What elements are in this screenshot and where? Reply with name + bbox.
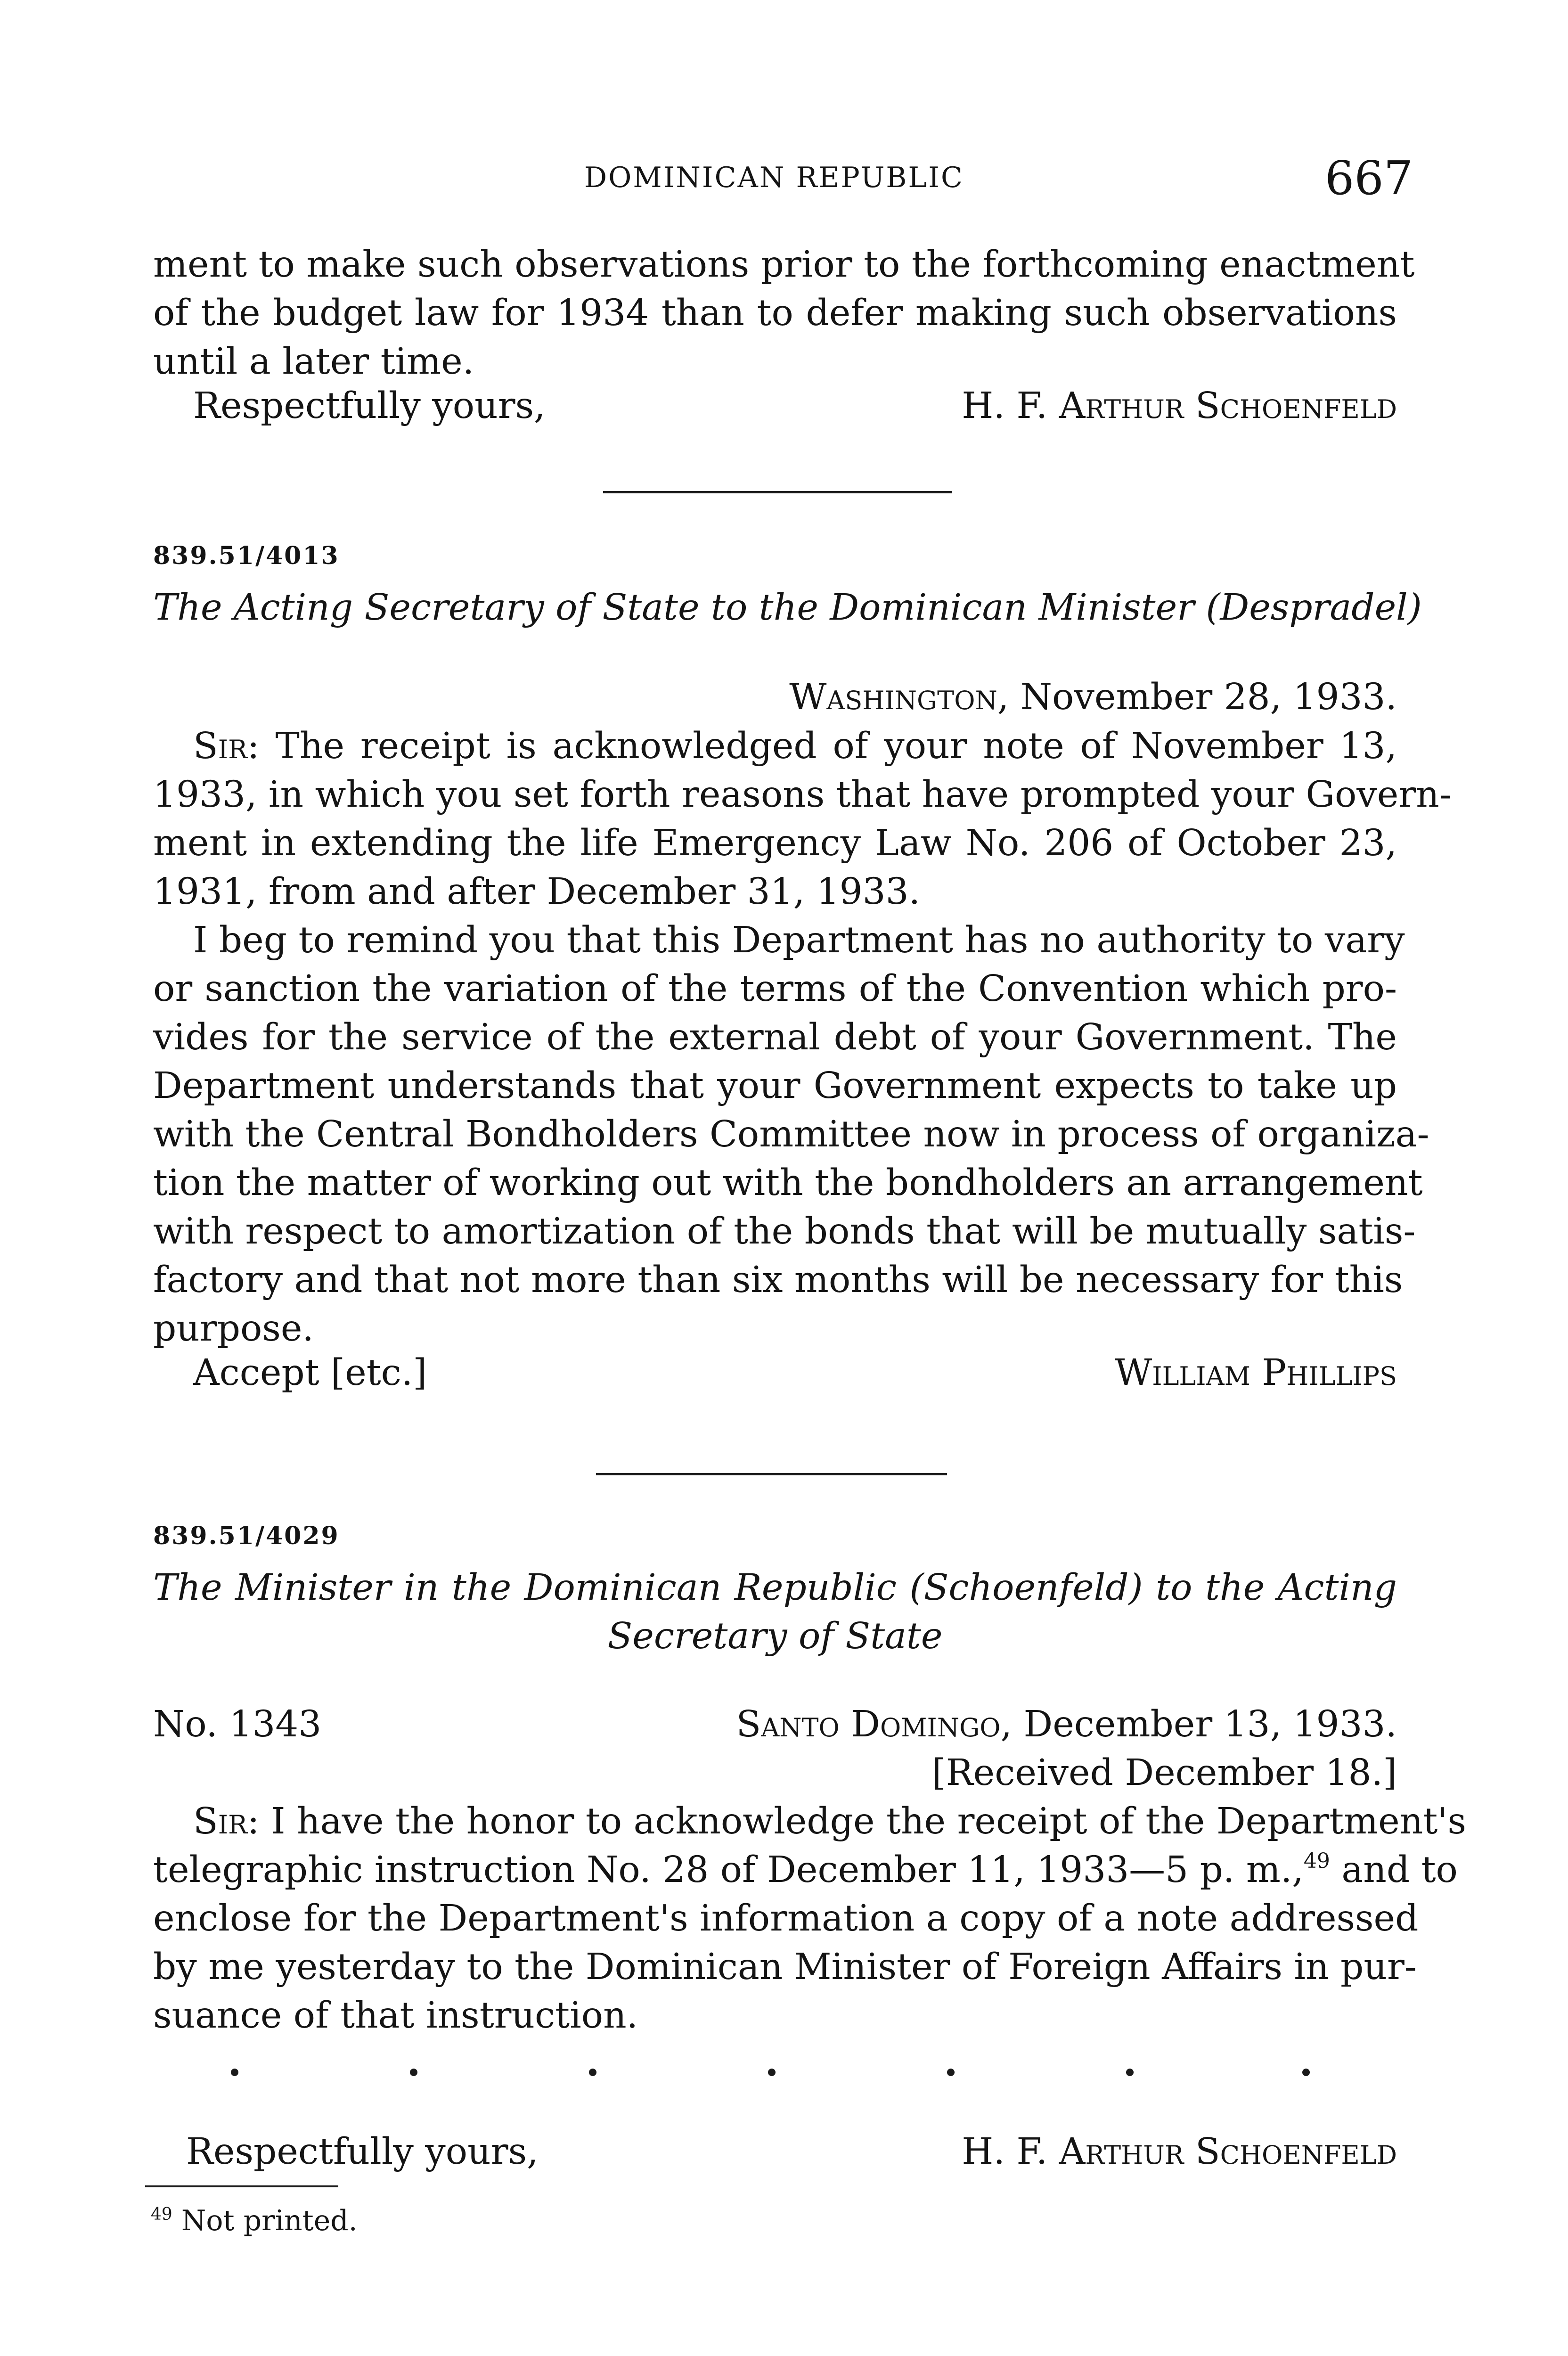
footnote	[151, 2196, 358, 2240]
doc2-line-13: purpose.	[153, 1308, 314, 1350]
doc3-closing: Respectfully yours,	[186, 2131, 539, 2173]
doc2-line-4: 1931, from and after December 31, 1933.	[153, 871, 921, 913]
doc2-line-3: ment in extending the life Emergency Law No. 206 of October 23,	[153, 822, 1397, 864]
ellipsis-dot	[589, 2069, 596, 2076]
doc2-closing-row	[153, 1349, 1397, 1397]
ellipsis-dots	[231, 2069, 1310, 2087]
ellipsis-dot	[1126, 2069, 1134, 2076]
footnote-rule	[145, 2185, 338, 2187]
doc2-line-10: tion the matter of working out with the bondholders an arrangement	[153, 1162, 1423, 1204]
doc2-place: Washington	[789, 676, 997, 718]
doc3-line-4: by me yesterday to the Dominican Minister of Foreign Affairs in pur-	[153, 1946, 1417, 1988]
footnote-marker: 49	[151, 2205, 172, 2224]
doc2-line-9: with the Central Bondholders Committee now in process of organiza-	[153, 1113, 1429, 1155]
doc2-line-7: vides for the service of the external debt of your Government. The	[153, 1016, 1397, 1058]
doc3-number: No. 1343	[153, 1703, 322, 1745]
doc3-file-number: 839.51/4029	[153, 1522, 340, 1550]
ellipsis-dot	[768, 2069, 776, 2076]
doc2-title: The Acting Secretary of State to the Dominican Minister (Despradel)	[153, 587, 1422, 629]
doc3-line-1: Sir: I have the honor to acknowledge the receipt of the Department's	[193, 1800, 1466, 1842]
doc2-date: , November 28, 1933.	[997, 676, 1397, 718]
doc3-line-5: suance of that instruction.	[153, 1995, 638, 2037]
doc2-file-number: 839.51/4013	[153, 541, 340, 570]
doc3-place: Santo Domingo	[736, 1703, 1001, 1745]
doc3-signature: H. F. Arthur Schoenfeld	[962, 2131, 1397, 2173]
doc2-line-6: or sanction the variation of the terms of the Convention which pro-	[153, 968, 1397, 1010]
doc2-line-1: Sir: The receipt is acknowledged of your note of November 13,	[193, 725, 1397, 767]
doc2-line-12: factory and that not more than six months will be necessary for this	[153, 1259, 1403, 1301]
doc3-date: , December 13, 1933.	[1000, 1703, 1397, 1745]
doc2-signature: William Phillips	[1115, 1352, 1397, 1394]
doc3-received: [Received December 18.]	[931, 1752, 1397, 1794]
ellipsis-dot	[410, 2069, 417, 2076]
footnote-ref: 49	[1303, 1849, 1330, 1873]
doc2-closing: Accept [etc.]	[193, 1352, 427, 1394]
doc3-title-line-1: The Minister in the Dominican Republic (Schoenfeld) to the Acting	[153, 1567, 1397, 1609]
doc1-line-2: of the budget law for 1934 than to defer making such observations	[153, 292, 1397, 334]
section-divider-2	[596, 1473, 947, 1475]
ellipsis-dot	[231, 2069, 238, 2076]
section-divider-1	[603, 491, 952, 493]
running-head: DOMINICAN REPUBLIC	[584, 161, 964, 194]
doc1-closing: Respectfully yours,	[193, 385, 546, 427]
doc3-title-line-2: Secretary of State	[607, 1615, 943, 1657]
doc1-line-1: ment to make such observations prior to the forthcoming enactment	[153, 244, 1415, 286]
doc1-closing-row	[153, 382, 1397, 430]
ellipsis-dot	[1302, 2069, 1310, 2076]
doc2-line-11: with respect to amortization of the bonds that will be mutually satis-	[153, 1211, 1416, 1252]
doc1-line-3: until a later time.	[153, 341, 474, 383]
doc3-line-3: enclose for the Department's information a copy of a note addressed	[153, 1898, 1419, 1939]
doc2-line-2: 1933, in which you set forth reasons that have prompted your Govern-	[153, 774, 1452, 816]
footnote-text: Not printed.	[181, 2204, 358, 2237]
doc2-salutation: Sir	[193, 725, 247, 767]
doc2-line-8: Department understands that your Government expects to take up	[153, 1065, 1397, 1107]
ellipsis-dot	[947, 2069, 955, 2076]
doc2-line-5: I beg to remind you that this Department has no authority to vary	[193, 919, 1405, 961]
doc3-dateline-row	[153, 1700, 1397, 1749]
doc3-salutation: Sir	[193, 1800, 247, 1842]
doc1-signature: H. F. Arthur Schoenfeld	[962, 385, 1397, 427]
doc3-line-2: telegraphic instruction No. 28 of December 11, 1933—5 p. m.,$^{49}$ and to	[153, 1849, 1458, 1891]
doc3-dateline	[736, 1700, 1397, 1749]
doc3-closing-row	[153, 2127, 1397, 2176]
page-number: 667	[1325, 152, 1413, 205]
doc2-dateline	[153, 673, 1397, 721]
